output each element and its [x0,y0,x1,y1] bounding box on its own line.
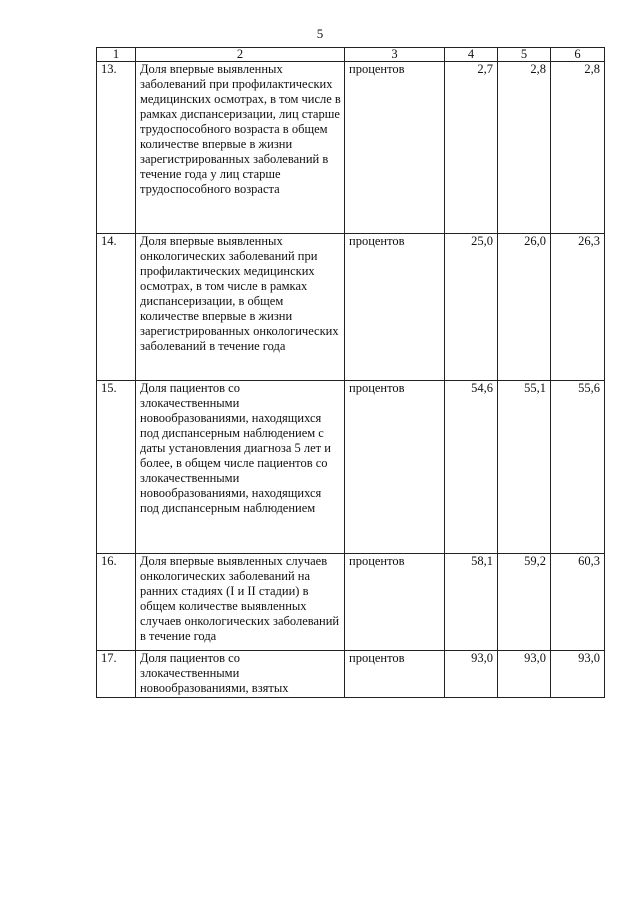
unit-cell: процентов [345,651,445,698]
value-year-3: 2,8 [551,62,605,234]
table-row [97,651,605,698]
column-header-3: 3 [345,48,445,62]
table-header-row [97,48,605,62]
value-year-3: 55,6 [551,381,605,554]
value-year-3: 60,3 [551,554,605,651]
indicator-description: Доля впервые выявленных заболеваний при профилактических медицинских осмотрах, в том числе в рамках диспансеризации, лиц старше трудоспособного возраста в общем количестве впервые в жизни зарегистрированных заболеваний в течение года у лиц старше трудоспособного возраста [136,62,345,234]
value-year-1: 58,1 [445,554,498,651]
value-year-2: 2,8 [498,62,551,234]
column-header-6: 6 [551,48,605,62]
unit-cell: процентов [345,554,445,651]
column-header-5: 5 [498,48,551,62]
row-number: 14. [97,234,136,381]
table-row [97,234,605,381]
column-header-1: 1 [97,48,136,62]
row-number: 13. [97,62,136,234]
indicator-description: Доля пациентов со злокачественными новообразованиями, взятых [136,651,345,698]
indicator-description: Доля пациентов со злокачественными новообразованиями, находящихся под диспансерным наблюдением с даты установления диагноза 5 лет и более, в общем числе пациентов со злокачественными новообразованиями, находящихся под диспансерным наблюдением [136,381,345,554]
indicator-table [96,47,605,698]
unit-cell: процентов [345,381,445,554]
value-year-3: 93,0 [551,651,605,698]
table-row [97,381,605,554]
row-number: 15. [97,381,136,554]
table-row [97,554,605,651]
column-header-2: 2 [136,48,345,62]
value-year-2: 55,1 [498,381,551,554]
column-header-4: 4 [445,48,498,62]
unit-cell: процентов [345,62,445,234]
table-row [97,62,605,234]
value-year-1: 2,7 [445,62,498,234]
value-year-2: 59,2 [498,554,551,651]
value-year-2: 26,0 [498,234,551,381]
value-year-1: 54,6 [445,381,498,554]
page-number: 5 [316,26,324,41]
unit-cell: процентов [345,234,445,381]
row-number: 17. [97,651,136,698]
indicator-description: Доля впервые выявленных случаев онкологических заболеваний на ранних стадиях (I и II стадии) в общем количестве выявленных случаев онкологических заболеваний в течение года [136,554,345,651]
indicator-description: Доля впервые выявленных онкологических заболеваний при профилактических медицинских осмотрах, в том числе в рамках диспансеризации, в общем количестве впервые в жизни зарегистрированных онкологических заболеваний в течение года [136,234,345,381]
value-year-2: 93,0 [498,651,551,698]
value-year-1: 25,0 [445,234,498,381]
value-year-1: 93,0 [445,651,498,698]
row-number: 16. [97,554,136,651]
value-year-3: 26,3 [551,234,605,381]
